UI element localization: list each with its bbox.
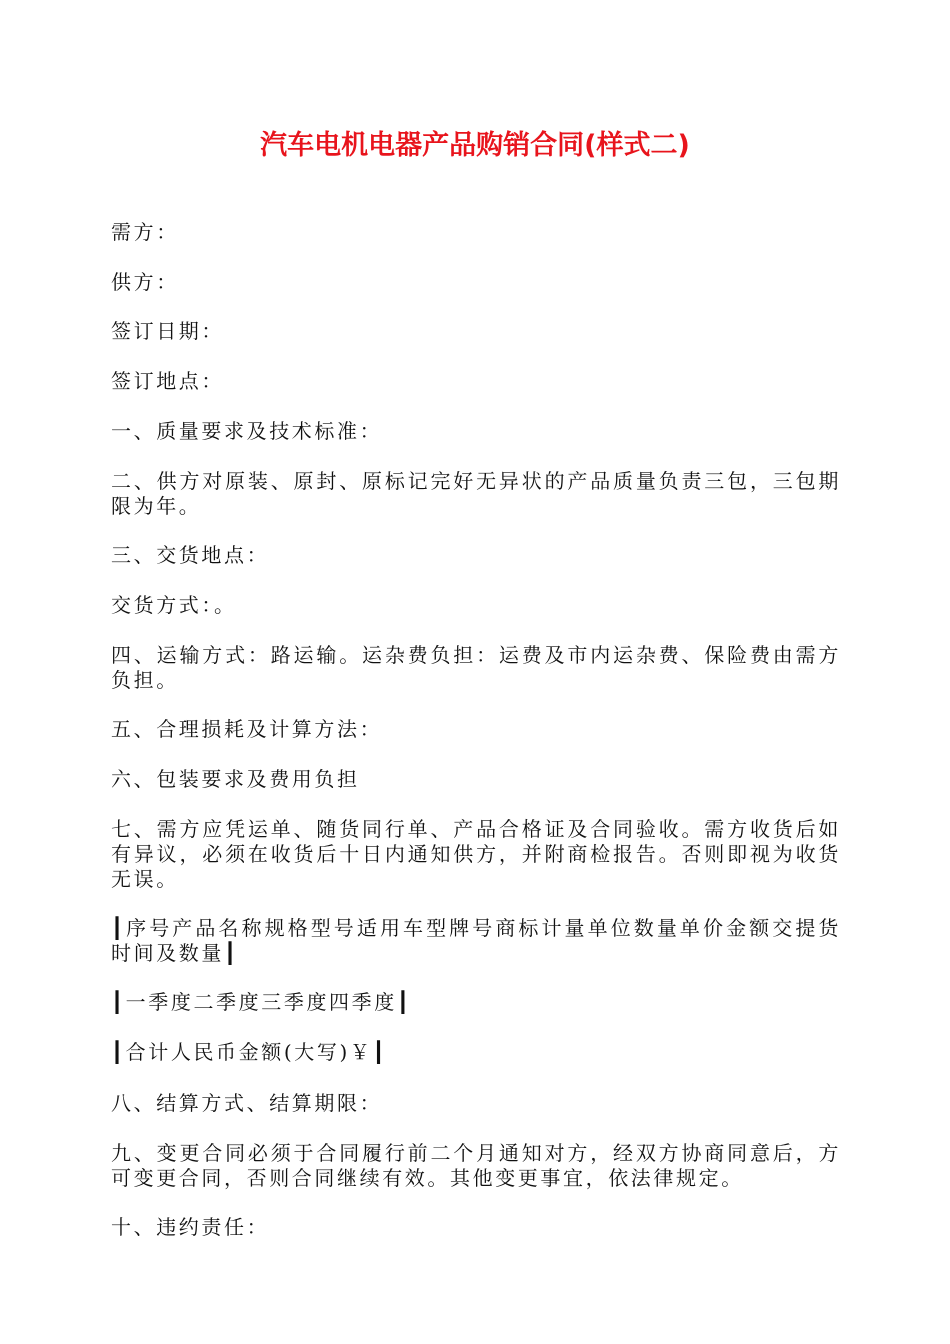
paragraph-clause-4: 四、运输方式：路运输。运杂费负担：运费及市内运杂费、保险费由需方负担。 <box>111 643 841 692</box>
paragraph-clause-1: 一、质量要求及技术标准： <box>111 419 383 443</box>
paragraph-buyer: 需方： <box>111 220 179 244</box>
paragraph-clause-6: 六、包装要求及费用负担 <box>111 767 360 791</box>
paragraph-clause-5: 五、合理损耗及计算方法： <box>111 717 383 741</box>
paragraph-clause-8: 八、结算方式、结算期限： <box>111 1091 383 1115</box>
paragraph-clause-7: 七、需方应凭运单、随货同行单、产品合格证及合同验收。需方收货后如有异议，必须在收货后十日内通知供方，并附商检报告。否则即视为收货无误。 <box>111 817 841 891</box>
document-title: 汽车电机电器产品购销合同(样式二) <box>260 130 690 161</box>
paragraph-delivery-method: 交货方式：。 <box>111 593 237 617</box>
paragraph-clause-10: 十、违约责任： <box>111 1215 270 1239</box>
paragraph-table-quarters: ┃一季度二季度三季度四季度┃ <box>111 990 412 1014</box>
paragraph-table-total: ┃合计人民币金额(大写)￥┃ <box>111 1040 388 1064</box>
paragraph-clause-9: 九、变更合同必须于合同履行前二个月通知对方，经双方协商同意后，方可变更合同，否则合同继续有效。其他变更事宜，依法律规定。 <box>111 1141 841 1190</box>
paragraph-sign-date: 签订日期： <box>111 319 224 343</box>
paragraph-sign-place: 签订地点： <box>111 369 224 393</box>
paragraph-table-header: ┃序号产品名称规格型号适用车型牌号商标计量单位数量单价金额交提货时间及数量┃ <box>111 916 841 965</box>
paragraph-supplier: 供方： <box>111 270 179 294</box>
paragraph-clause-3: 三、交货地点： <box>111 543 270 567</box>
paragraph-clause-2: 二、供方对原装、原封、原标记完好无异状的产品质量负责三包，三包期限为年。 <box>111 469 841 518</box>
